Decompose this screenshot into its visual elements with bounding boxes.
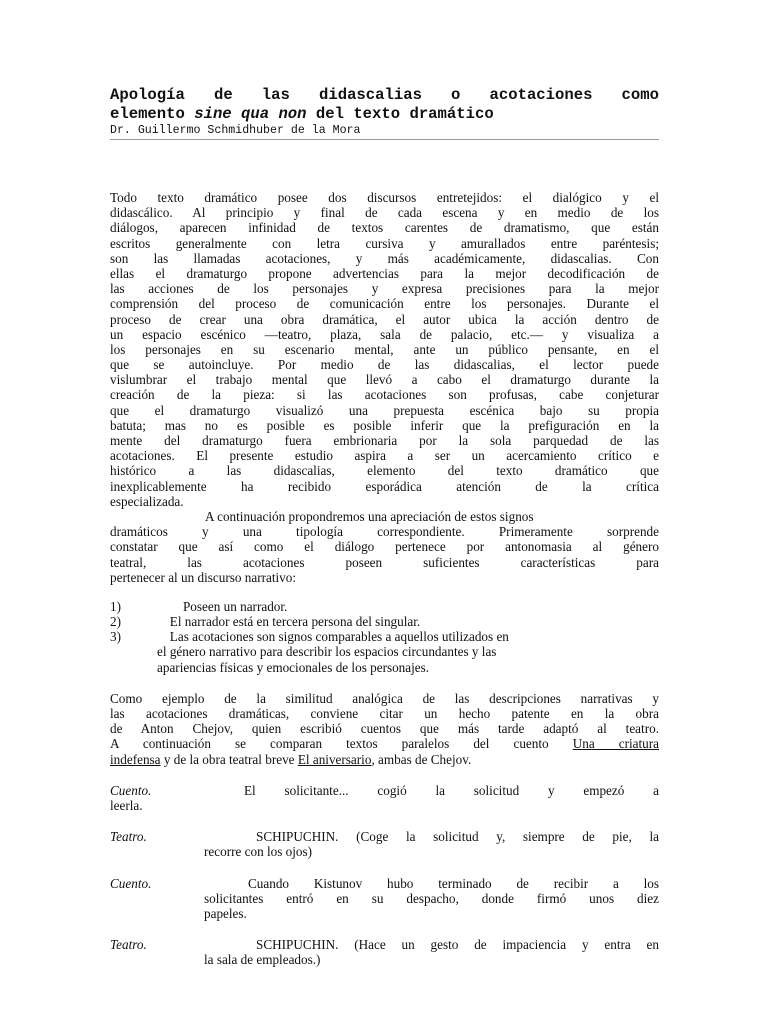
- text-line: diálogos, aparecen infinidad de textos carentes de dramatismo, que están: [110, 220, 659, 236]
- example-first-line: [110, 783, 659, 798]
- text-line: un espacio escénico —teatro, plaza, sala de palacio, etc.— y visualiza a: [110, 326, 659, 342]
- example-first-line: [110, 937, 659, 952]
- story-title-underlined-cont: indefensa: [110, 751, 161, 767]
- text-line: Todo texto dramático posee dos discursos entretejidos: el dialógico y el: [110, 190, 659, 205]
- play-title-underlined: El aniversario: [297, 751, 372, 767]
- text-line: acotaciones. El presente estudio aspira a ser un acercamiento crítico e: [110, 448, 659, 464]
- example-text: SCHIPUCHIN. (Coge la solicitud y, siempre de pie, la: [256, 829, 659, 845]
- text-line: proceso de crear una obra dramática, el autor ubica la acción dentro de: [110, 311, 659, 327]
- text-line: inexplicablemente ha recibido esporádica atención de la crítica: [110, 478, 659, 494]
- text-line-indented: A continuación propondremos una apreciación de estos signos: [205, 508, 534, 524]
- example-text-continuation: la sala de empleados.): [204, 952, 321, 968]
- example-label: Cuento.: [110, 782, 152, 798]
- text-line-with-title: [110, 736, 659, 751]
- text-line: creación de la pieza: si las acotaciones son profusas, cabe conjeturar: [110, 387, 659, 403]
- example-label: Teatro.: [110, 829, 147, 845]
- example-text: SCHIPUCHIN. (Hace un gesto de impaciencia y entra en: [256, 937, 659, 953]
- list-item: [110, 629, 659, 644]
- list-item: [110, 599, 659, 614]
- example-first-line: [110, 876, 659, 891]
- example-cuento-1: [110, 783, 659, 813]
- text-line: especializada.: [110, 493, 184, 509]
- text-line: que se autoincluye. Por medio de las didascalias, el lector puede: [110, 357, 659, 373]
- list-text: Las acotaciones son signos comparables a aquellos utilizados en: [150, 629, 509, 645]
- document-title: [110, 86, 659, 124]
- text-line: dramáticos y una tipología correspondiente. Primeramente sorprende: [110, 524, 659, 540]
- text-line: escritos generalmente con letra cursiva y amurallados entre paréntesis;: [110, 235, 659, 251]
- example-first-line: [110, 829, 659, 844]
- text-line: ellas el dramaturgo propone advertencias para la mejor decodificación de: [110, 265, 659, 281]
- list-text: Poseen un narrador.: [150, 598, 288, 614]
- text-line: constatar que así como el diálogo pertenece por antonomasia al género: [110, 539, 659, 555]
- text-segment: A continuación se comparan textos paralelos del cuento: [110, 736, 549, 752]
- text-line: de Anton Chejov, quien escribió cuentos que más tarde adaptó al teatro.: [110, 721, 659, 737]
- example-text-continuation: solicitantes entró en su despacho, donde firmó unos diez: [204, 890, 659, 906]
- text-line: los personajes en su escenario mental, ante un público pensante, en el: [110, 341, 659, 357]
- title-line-2-pre: elemento: [110, 105, 195, 123]
- text-line: que el dramaturgo visualizó una prepuesta escénica bajo su propia: [110, 402, 659, 418]
- text-line: comprensión del proceso de comunicación entre los personajes. Durante el: [110, 296, 659, 312]
- paragraph-3: [110, 691, 659, 767]
- text-line: pertenecer al un discurso narrativo:: [110, 569, 297, 585]
- text-line-with-titles: [110, 752, 659, 767]
- example-cuento-2: [110, 876, 659, 922]
- example-text-continuation: leerla.: [110, 797, 143, 813]
- list-number: 1): [110, 598, 121, 614]
- numbered-list: [110, 599, 659, 675]
- text-segment: y de la obra teatral breve: [160, 751, 298, 767]
- story-title-underlined: Una criatura: [572, 736, 659, 752]
- text-line: las acciones de los personajes y expresa precisiones para la mejor: [110, 281, 659, 297]
- text-segment: , ambas de Chejov.: [371, 751, 472, 767]
- text-line: mente del dramaturgo fuera embrionaria por la sola parquedad de las: [110, 433, 659, 448]
- title-line-2-post: del texto dramático: [306, 105, 494, 123]
- example-teatro-2: [110, 937, 659, 967]
- text-line: Como ejemplo de la similitud analógica de las descripciones narrativas y: [110, 690, 659, 706]
- list-number: 3): [110, 629, 121, 645]
- document-body: [110, 190, 659, 967]
- paragraph-2: [110, 509, 659, 585]
- text-line: las acotaciones dramáticas, conviene citar un hecho patente en la obra: [110, 706, 659, 721]
- title-divider: [110, 139, 659, 140]
- example-teatro-1: [110, 829, 659, 859]
- example-text-continuation: papeles.: [204, 905, 247, 921]
- example-label: Teatro.: [110, 937, 147, 953]
- paragraph-1: [110, 190, 659, 509]
- list-text-continuation: apariencias físicas y emocionales de los personajes.: [157, 659, 430, 675]
- example-text: El solicitante... cogió la solicitud y empezó a: [244, 782, 659, 798]
- list-number: 2): [110, 614, 121, 630]
- text-line: didascálico. Al principio y final de cada escena y en medio de los: [110, 205, 659, 221]
- list-text-continuation: el género narrativo para describir los espacios circundantes y las: [157, 644, 497, 660]
- title-line-1: Apología de las didascalias o acotaciones como: [110, 86, 659, 104]
- text-line: teatral, las acotaciones poseen suficientes características para: [110, 554, 659, 570]
- example-text: Cuando Kistunov hubo terminado de recibir a los: [248, 875, 659, 891]
- text-line: batuta; mas no es posible es posible inferir que la prefiguración en la: [110, 417, 659, 433]
- title-latin-phrase: sine qua non: [194, 105, 307, 123]
- author-name: Dr. Guillermo Schmidhuber de la Mora: [110, 124, 361, 137]
- text-line: son las llamadas acotaciones, y más académicamente, didascalias. Con: [110, 250, 659, 266]
- title-line-2: [110, 105, 659, 124]
- text-line: histórico a las didascalias, elemento del texto dramático que: [110, 463, 659, 479]
- list-text: El narrador está en tercera persona del singular.: [150, 614, 421, 630]
- example-text-continuation: recorre con los ojos): [204, 844, 313, 860]
- example-label: Cuento.: [110, 875, 152, 891]
- text-line: vislumbrar el trabajo mental que llevó a cabo el dramaturgo durante la: [110, 372, 659, 388]
- list-item: [110, 614, 659, 629]
